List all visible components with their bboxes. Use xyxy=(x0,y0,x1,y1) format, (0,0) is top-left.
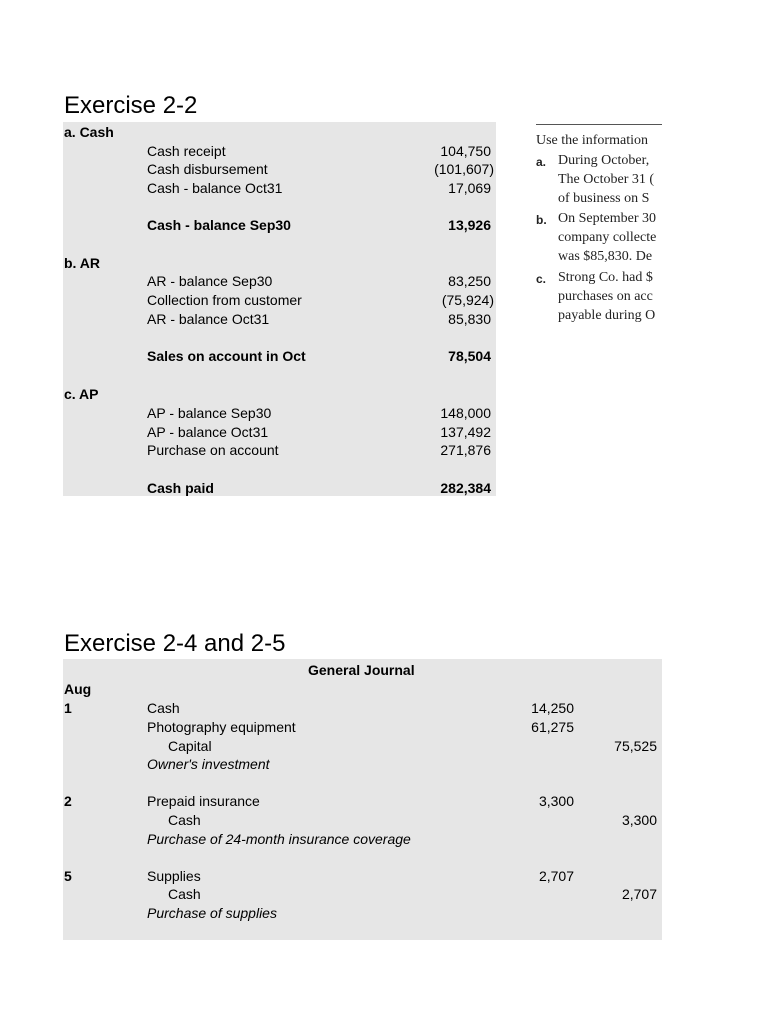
row-desc: Cash - balance Oct31 xyxy=(147,180,283,196)
row-amount: 83,250 xyxy=(448,273,491,289)
account-debit: Supplies xyxy=(147,868,201,884)
account-debit: Photography equipment xyxy=(147,719,296,735)
row-amount: 17,069 xyxy=(448,180,491,196)
excerpt-line: The October 31 ( xyxy=(558,172,655,187)
excerpt-line: of business on S xyxy=(558,191,650,206)
general-journal-panel xyxy=(63,659,662,940)
excerpt-line: company collecte xyxy=(558,230,657,245)
section-b-label: b. AR xyxy=(64,255,101,271)
credit-amount: 75,525 xyxy=(614,738,657,754)
entry-memo: Owner's investment xyxy=(147,756,270,772)
total-amount: 78,504 xyxy=(448,348,491,364)
account-credit: Cash xyxy=(168,812,201,828)
account-debit: Cash xyxy=(147,700,180,716)
journal-title: General Journal xyxy=(308,662,415,678)
account-credit: Cash xyxy=(168,886,201,902)
entry-day: 2 xyxy=(64,793,72,809)
excerpt-label-c: c. xyxy=(536,272,547,286)
exercise-2-2-title: Exercise 2-2 xyxy=(64,92,198,119)
row-amount: 85,830 xyxy=(448,311,491,327)
total-desc: Cash - balance Sep30 xyxy=(147,217,291,233)
excerpt-line: Strong Co. had $ xyxy=(558,270,653,285)
account-credit: Capital xyxy=(168,738,212,754)
excerpt-line: During October, xyxy=(558,153,650,168)
row-desc: AR - balance Oct31 xyxy=(147,311,270,327)
excerpt-intro: Use the information xyxy=(536,133,648,148)
exercise-2-2-panel xyxy=(63,122,496,496)
debit-amount: 2,707 xyxy=(538,868,574,884)
exercise-2-4-2-5-title: Exercise 2-4 and 2-5 xyxy=(64,630,286,657)
row-amount: 104,750 xyxy=(440,143,491,159)
entry-memo: Purchase of supplies xyxy=(147,905,277,921)
section-c-label: c. AP xyxy=(64,386,99,402)
excerpt-label-a: a. xyxy=(536,155,547,169)
total-amount: 13,926 xyxy=(448,217,491,233)
total-desc: Sales on account in Oct xyxy=(147,348,306,364)
row-amount: 137,492 xyxy=(440,424,491,440)
row-desc: Cash disbursement xyxy=(147,161,268,177)
excerpt-line: On September 30 xyxy=(558,211,656,226)
section-a-label: a. Cash xyxy=(64,124,114,140)
row-amount: 148,000 xyxy=(440,405,491,421)
account-debit: Prepaid insurance xyxy=(147,793,260,809)
credit-amount: 2,707 xyxy=(621,886,657,902)
total-desc: Cash paid xyxy=(147,480,214,496)
debit-amount: 61,275 xyxy=(531,719,574,735)
journal-month: Aug xyxy=(64,681,92,697)
row-desc: AR - balance Sep30 xyxy=(147,273,273,289)
credit-amount: 3,300 xyxy=(621,812,657,828)
row-amount: 271,876 xyxy=(440,442,491,458)
excerpt-line: was $85,830. De xyxy=(558,249,653,264)
debit-amount: 14,250 xyxy=(531,700,574,716)
entry-day: 5 xyxy=(64,868,72,884)
excerpt-line: payable during O xyxy=(558,308,656,323)
row-desc: Collection from customer xyxy=(147,292,302,308)
excerpt-label-b: b. xyxy=(536,213,547,227)
excerpt-line: purchases on acc xyxy=(558,289,653,304)
debit-amount: 3,300 xyxy=(538,793,574,809)
row-desc: AP - balance Sep30 xyxy=(147,405,272,421)
row-amount: (75,924) xyxy=(441,292,494,308)
total-amount: 282,384 xyxy=(440,480,491,496)
row-desc: AP - balance Oct31 xyxy=(147,424,269,440)
textbook-excerpt xyxy=(534,124,662,329)
entry-day: 1 xyxy=(64,700,72,716)
row-amount: (101,607) xyxy=(434,161,494,177)
row-desc: Cash receipt xyxy=(147,143,226,159)
excerpt-rule xyxy=(536,124,662,125)
row-desc: Purchase on account xyxy=(147,442,279,458)
entry-memo: Purchase of 24-month insurance coverage xyxy=(147,831,411,847)
